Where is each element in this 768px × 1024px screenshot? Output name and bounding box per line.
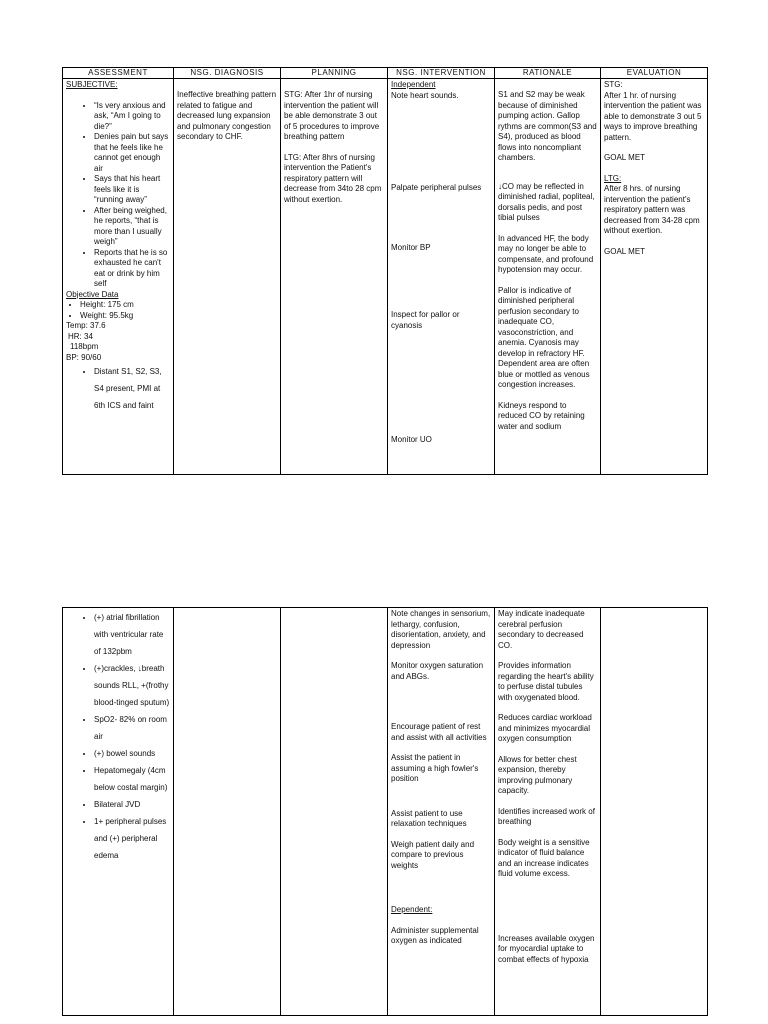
intervention-item: Administer supplemental oxygen as indicated: [391, 925, 479, 945]
intervention-item: Assist patient to use relaxation techniques: [391, 808, 467, 828]
header-row: [63, 68, 708, 79]
evaluation-cell: [601, 79, 708, 475]
list-item: • (+)crackles, ↓breath sounds RLL, +(frothy blood-tinged sputum): [94, 660, 170, 711]
assessment-cell: [63, 79, 174, 475]
planning-cell: [281, 608, 388, 1016]
eval-stg-text: After 1 hr. of nursing intervention the patient was able to demonstrate 3 out 5 ways to improve breathing pattern.: [604, 90, 702, 142]
intervention-item: Note changes in sensorium, lethargy, confusion, disorientation, anxiety, and depression: [391, 609, 491, 650]
header-evaluation: EVALUATION: [601, 68, 708, 79]
list-item: • Reports that he is so exhausted he can't eat or drink by him self: [94, 248, 170, 290]
rationale-item: ↓CO may be reflected in diminished radial, popliteal, dorsalis pedis, and post tibial pulses: [498, 181, 595, 222]
header-intervention: NSG. INTERVENTION: [388, 68, 495, 79]
vital-hr: HR: 34: [68, 331, 93, 341]
list-item: • 1+ peripheral pulses and (+) peripheral edema: [94, 813, 170, 864]
objective-label: Objective Data: [66, 289, 119, 299]
planning-ltg: LTG: After 8hrs of nursing intervention the Patient's respiratory pattern will decrease from 34to 28 cpm without exertion.: [284, 152, 382, 204]
header-assessment: ASSESSMENT: [63, 68, 174, 79]
objective-list: [66, 300, 170, 321]
eval-ltg-text: After 8 hrs. of nursing intervention the patient's respiratory pattern was decreased from 34-28 cpm without exertion.: [604, 184, 700, 235]
intervention-cell: [388, 79, 495, 475]
list-item: • Distant S1, S2, S3, S4 present, PMI at 6th ICS and faint: [94, 363, 170, 414]
planning-stg: STG: After 1hr of nursing intervention the patient will be able demonstrate 3 out of 5 procedures to improve breathing pattern: [284, 90, 380, 141]
care-plan-table-2: [62, 607, 708, 1016]
list-item: • Hepatomegaly (4cm below costal margin): [94, 762, 170, 796]
vital-bp: BP: 90/60: [66, 352, 102, 362]
content-row: [63, 79, 708, 475]
intervention-item: Assist the patient in assuming a high fowler's position: [391, 753, 479, 783]
eval-goal-met: GOAL MET: [604, 153, 646, 162]
list-item: • SpO2- 82% on room air: [94, 711, 170, 745]
list-item: • (+) atrial fibrillation with ventricular rate of 132pbm: [94, 609, 170, 660]
assessment-list: [66, 609, 170, 864]
diagnosis-text: Ineffective breathing pattern related to fatigue and decreased lung expansion and pulmonary congestion secondary to CHF.: [177, 90, 277, 141]
header-rationale: RATIONALE: [495, 68, 601, 79]
assessment-cell: [63, 608, 174, 1016]
intervention-item: Weigh patient daily and compare to previous weights: [391, 839, 475, 870]
rationale-item: Increases available oxygen for myocardial uptake to combat effects of hypoxia: [498, 933, 595, 964]
rationale-item: Allows for better chest expansion, thereby improving pulmonary capacity.: [498, 754, 577, 795]
list-item: • Bilateral JVD: [94, 796, 170, 813]
list-item: • (+) bowel sounds: [94, 745, 170, 762]
list-item: • After being weighed, he reports, “that is more than I usually weigh”: [94, 206, 170, 248]
rationale-cell: [495, 79, 601, 475]
vital-temp: Temp: 37.6: [66, 321, 106, 330]
rationale-item: Pallor is indicative of diminished peripheral perfusion secondary to inadequate CO, vasoconstriction, and anemia. Cyanosis may develop in refractory HF. Dependent area are often blue or mottled as venous congestion increases.: [498, 285, 590, 389]
rationale-item: In advanced HF, the body may no longer be able to compensate, and profound hypotension may occur.: [498, 233, 594, 274]
content-row: [63, 608, 708, 1016]
evaluation-cell: [601, 608, 708, 1016]
list-item: • Height: 175 cm: [80, 300, 170, 311]
subjective-label: SUBJECTIVE:: [66, 80, 118, 89]
vital-rate: 118bpm: [70, 342, 99, 351]
care-plan-table-1: [62, 67, 708, 475]
independent-label: Independent: [391, 80, 436, 89]
diagnosis-cell: [174, 79, 281, 475]
intervention-item: Monitor BP: [391, 242, 431, 252]
diagnosis-cell: [174, 608, 281, 1016]
rationale-item: Provides information regarding the heart's ability to perfuse distal tubules with oxygenated blood.: [498, 661, 594, 702]
list-item: • Denies pain but says that he feels like he cannot get enough air: [94, 132, 170, 174]
rationale-cell: [495, 608, 601, 1016]
intervention-item: Monitor oxygen saturation and ABGs.: [391, 661, 484, 681]
dependent-label: Dependent:: [391, 905, 433, 914]
intervention-item: Encourage patient of rest and assist with all activities: [391, 722, 487, 742]
rationale-item: Identifies increased work of breathing: [498, 806, 595, 826]
list-item: • Weight: 95.5kg: [80, 311, 170, 322]
objective-list-2: [66, 363, 170, 414]
intervention-item: Inspect for pallor or cyanosis: [391, 310, 460, 330]
list-item: • Says that his heart feels like it is “running away”: [94, 174, 170, 206]
rationale-item: Kidneys respond to reduced CO by retaining water and sodium: [498, 400, 585, 431]
intervention-item: Palpate peripheral pulses: [391, 183, 482, 192]
planning-cell: [281, 79, 388, 475]
rationale-item: S1 and S2 may be weak because of diminished pumping action. Gallop rythms are common(S3 and S4), produced as blood flows into noncompliant chambers.: [498, 90, 597, 162]
rationale-item: May indicate inadequate cerebral perfusion secondary to decreased CO.: [498, 609, 585, 650]
intervention-cell: [388, 608, 495, 1016]
intervention-item: Note heart sounds.: [391, 90, 459, 100]
rationale-item: Body weight is a sensitive indicator of fluid balance and an increase indicates fluid volume excess.: [498, 837, 590, 878]
header-diagnosis: NSG. DIAGNOSIS: [174, 68, 281, 79]
subjective-list: [66, 101, 170, 290]
list-item: • “Is very anxious and ask, “Am I going to die?”: [94, 101, 170, 133]
eval-stg-label: STG:: [604, 80, 623, 89]
rationale-item: Reduces cardiac workload and minimizes myocardial oxygen consumption: [498, 713, 592, 743]
eval-goal-met: GOAL MET: [604, 246, 646, 256]
intervention-item: Monitor UO: [391, 435, 432, 444]
eval-ltg-label: LTG:: [604, 173, 622, 183]
header-planning: PLANNING: [281, 68, 388, 79]
